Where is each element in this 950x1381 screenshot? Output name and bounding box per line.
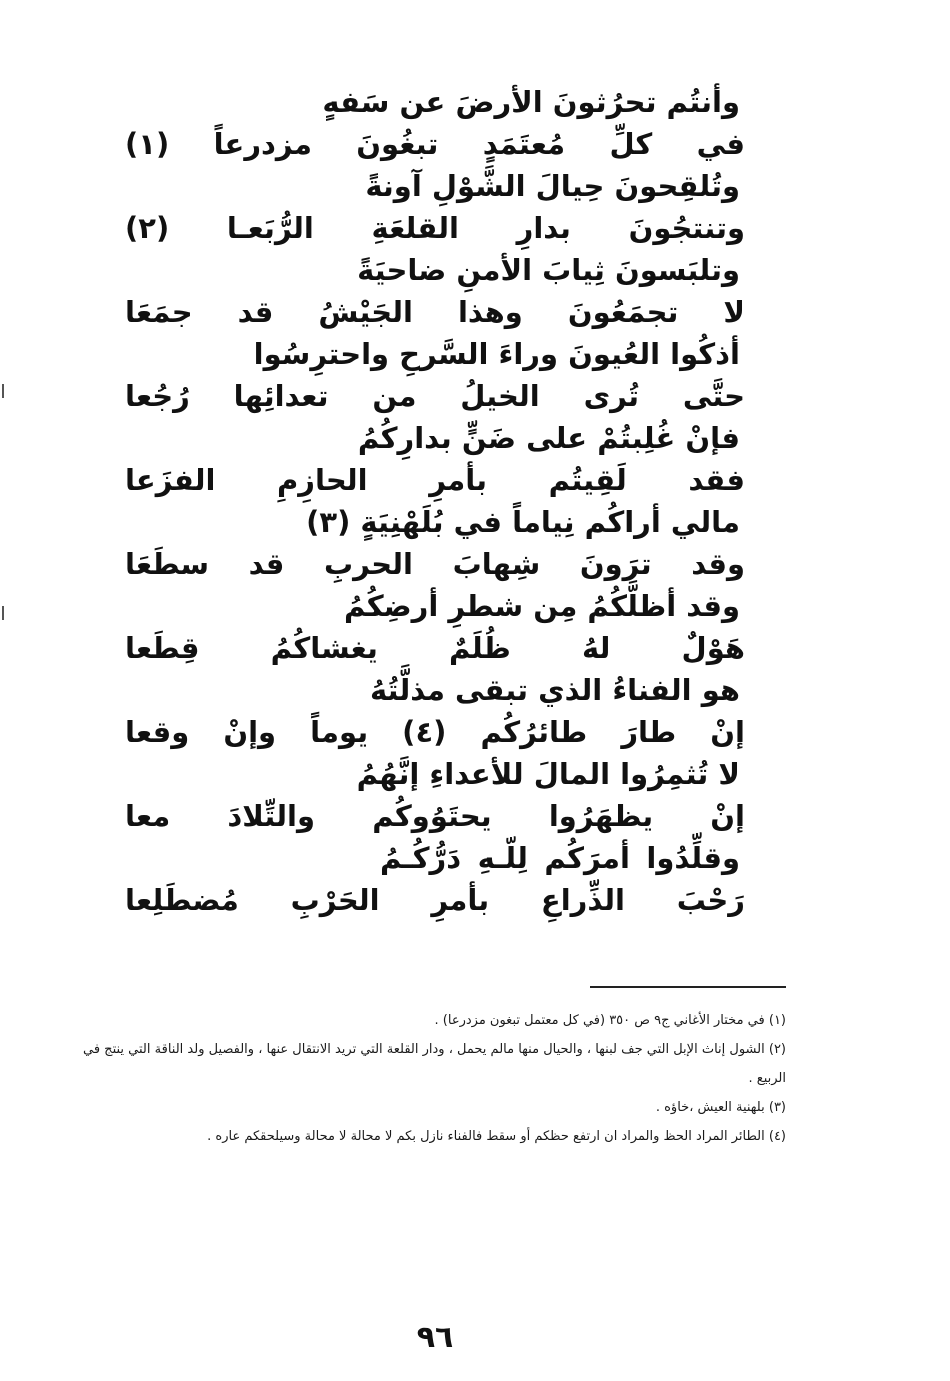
footnote: (١) في مختار الأغاني ج٩ ص ٣٥٠ (في كل معتمل تبغون مزدرعا) . <box>434 1013 786 1028</box>
verse-line: وتلبَسونَ ثِيابَ الأمنِ ضاحيَةً <box>357 253 740 287</box>
verse-line: هو الفناءُ الذي تبقى مذلَّتُهُ <box>369 673 740 707</box>
verse-line: وتنتجُونَ بدارِ القلعَةِ الرُّبَعـا (٢) <box>125 211 745 245</box>
verse-line: رَحْبَ الذِّراعِ بأمرِ الحَرْبِ مُضطَلِعا <box>125 883 745 917</box>
verse-line: هَوْلٌ لهُ ظُلَمٌ يغشاكُمُ قِطَعا <box>125 631 745 665</box>
verse-line: فإنْ غُلِبتُمْ على ضَنٍّ بدارِكُمُ <box>357 421 740 455</box>
scan-edge-mark <box>2 384 4 398</box>
verse-line: وتُلقِحونَ حِيالَ الشَّوْلِ آونةً <box>365 169 740 203</box>
verse-line: وقلِّدُوا أمرَكُم لِلّـهِ دَرُّكُـمُ <box>380 841 740 875</box>
verse-line: وقد ترَونَ شِهابَ الحربِ قد سطَعَا <box>125 547 745 581</box>
footnote: (٣) بلهنية العيش ،خاؤه . <box>655 1100 786 1115</box>
verse-line: في كلِّ مُعتَمَدٍ تبغُونَ مزدرعاً (١) <box>125 127 745 161</box>
verse-line: فقد لَقِيتُم بأمرِ الحازِمِ الفزَعا <box>125 463 745 497</box>
verse-line: إنْ طارَ طائرُكُم (٤) يوماً وإنْ وقعا <box>125 715 745 749</box>
footnote-separator <box>590 986 786 988</box>
verse-line: لا تجمَعُونَ وهذا الجَيْشُ قد جمَعَا <box>125 295 745 329</box>
verse-line: أذكُوا العُيونَ وراءَ السَّرحِ واحترِسُوا <box>253 337 740 371</box>
scan-edge-mark <box>2 606 4 620</box>
verse-line: وقد أظلَّكُمُ مِن شطرِ أرضِكُمُ <box>344 589 740 623</box>
footnotes <box>80 1006 786 1151</box>
footnote: (٤) الطائر المراد الحظ والمراد ان ارتفع حظكم أو سقط فالفناء نازل بكم لا محالة لا محالة وسيلحقكم عاره . <box>207 1129 786 1144</box>
verse-line: حتَّى تُرى الخيلُ من تعدائِها رُجُعا <box>125 379 745 413</box>
verse-line: مالي أراكُم نِياماً في بُلَهْنِيَةٍ (٣) <box>306 505 740 539</box>
verse-line: لا تُثمِرُوا المالَ للأعداءِ إنَّهُمُ <box>356 757 740 791</box>
page-number: ٩٦ <box>416 1320 454 1355</box>
verse-line: إنْ يظهَرُوا يحتَوُوكُم والتِّلادَ معا <box>125 799 745 833</box>
verse-line: وأنتُم تحرُثونَ الأرضَ عن سَفهٍ <box>322 85 740 119</box>
footnote: (٢) الشول إناث الإبل التي جف لبنها ، والحيال منها مالم يحمل ، ودار القلعة التي تريد الانتقال عنها ، والفصيل ولد الناقة التي ينتج في الربيع . <box>83 1042 786 1086</box>
